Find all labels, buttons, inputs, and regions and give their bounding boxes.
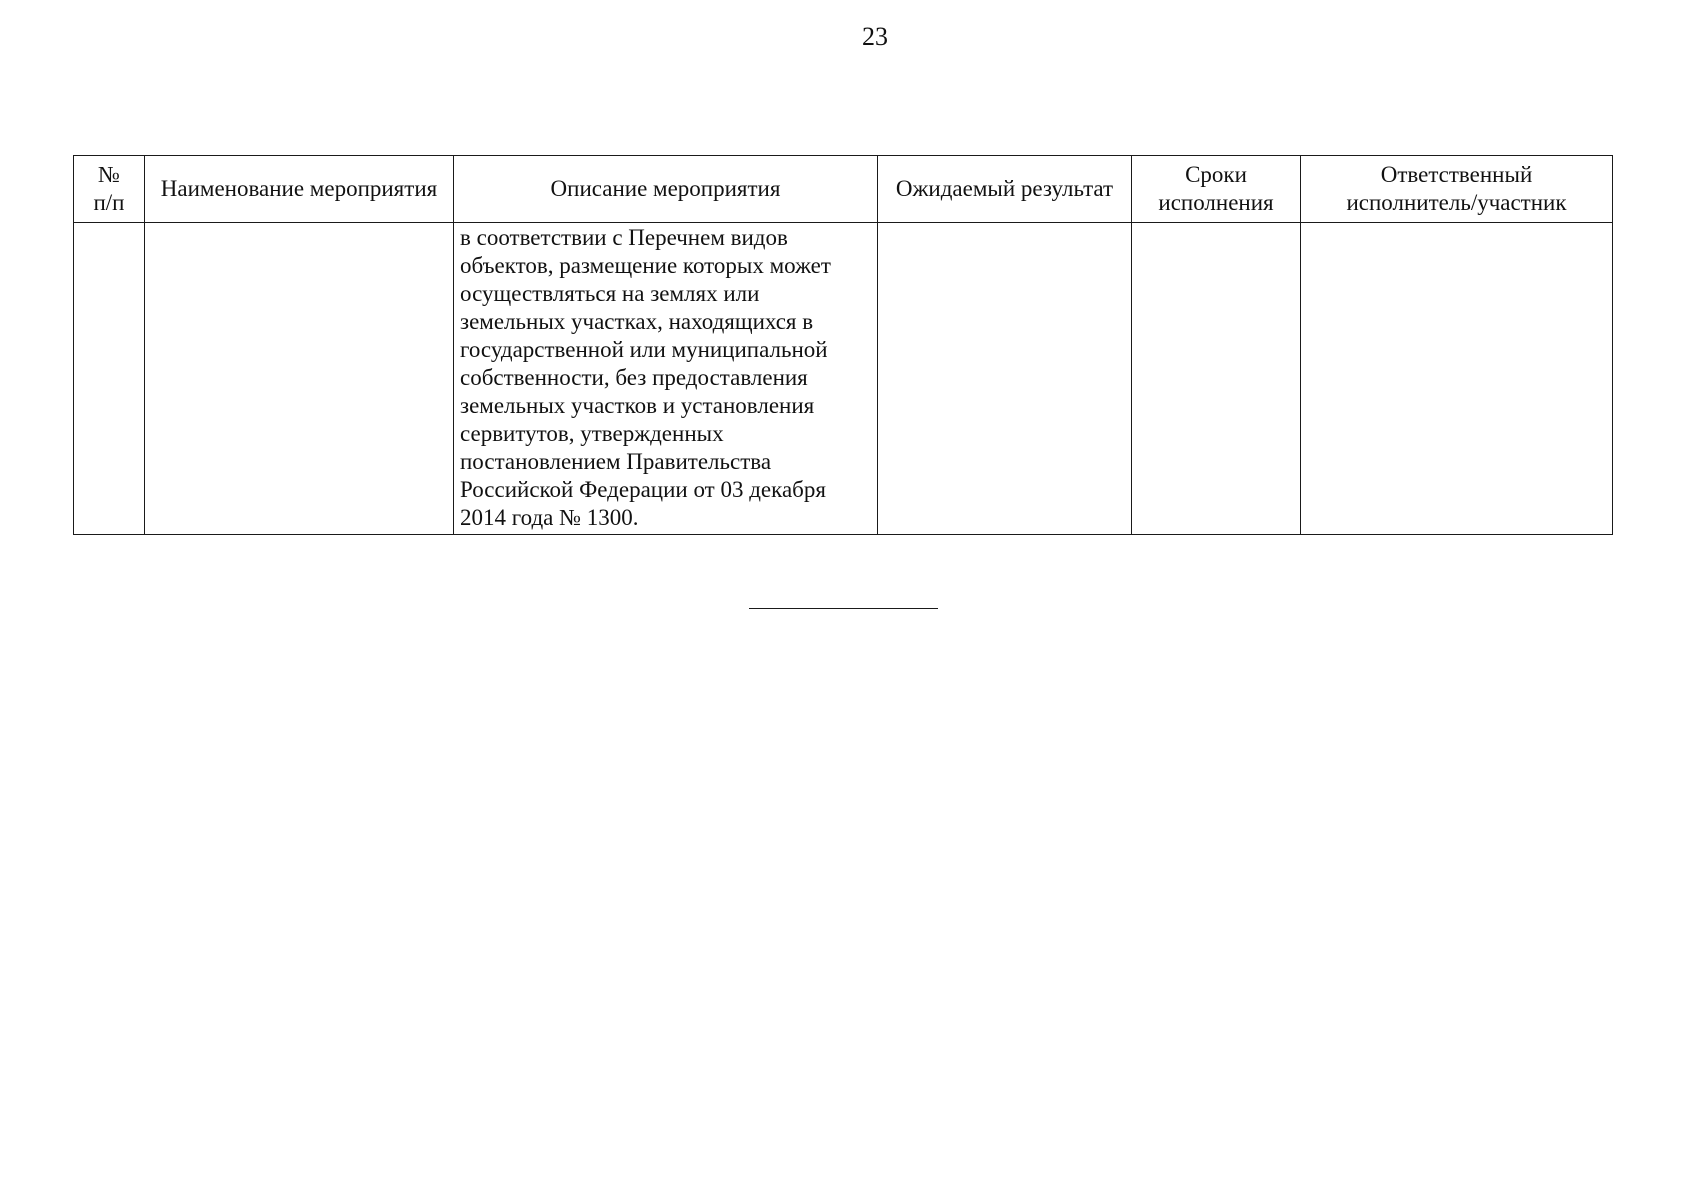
cell-responsible (1301, 223, 1613, 535)
header-responsible-line-1: Ответственный (1380, 162, 1533, 187)
header-number-line-2: п/п (93, 190, 125, 215)
table-header-row (74, 156, 1613, 223)
description-line: объектов, размещение которых может (460, 253, 831, 278)
cell-deadlines (1132, 223, 1301, 535)
header-measure-description: Описание мероприятия (454, 156, 878, 223)
description-line: осуществляться на землях или (460, 281, 760, 306)
header-measure-name: Наименование мероприятия (145, 156, 454, 223)
table-row (74, 223, 1613, 535)
header-expected-result: Ожидаемый результат (878, 156, 1132, 223)
description-line: земельных участков и установления (460, 393, 815, 418)
description-line: 2014 года № 1300. (460, 505, 639, 530)
header-number-line-1: № (98, 162, 120, 187)
measures-table (73, 155, 1613, 535)
description-line: Российской Федерации от 03 декабря (460, 477, 826, 502)
header-deadlines-line-1: Сроки (1185, 162, 1247, 187)
header-deadlines-line-2: исполнения (1158, 190, 1274, 215)
end-of-document-rule (749, 608, 938, 609)
description-line: постановлением Правительства (460, 449, 772, 474)
cell-measure-description (454, 223, 878, 535)
description-line: государственной или муниципальной (460, 337, 828, 362)
cell-expected-result (878, 223, 1132, 535)
page-number: 23 (862, 22, 888, 51)
description-line: сервитутов, утвержденных (460, 421, 724, 446)
description-line: в соответствии с Перечнем видов (460, 225, 788, 250)
header-responsible (1301, 156, 1613, 223)
description-line: земельных участках, находящихся в (460, 309, 814, 334)
cell-measure-name (145, 223, 454, 535)
description-line: собственности, без предоставления (460, 365, 808, 390)
header-responsible-line-2: исполнитель/участник (1346, 190, 1567, 215)
header-deadlines (1132, 156, 1301, 223)
cell-number (74, 223, 145, 535)
header-number (74, 156, 145, 223)
